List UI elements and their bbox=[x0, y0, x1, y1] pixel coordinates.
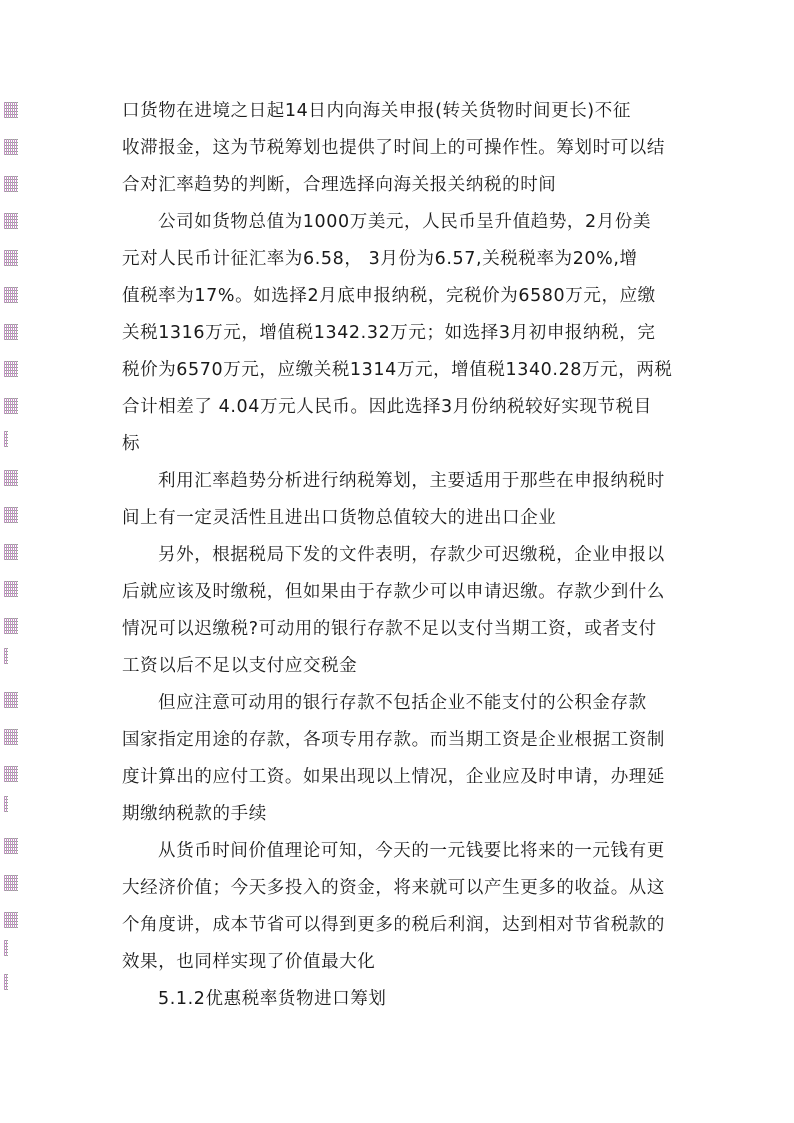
line-marker bbox=[4, 912, 18, 928]
line-marker bbox=[4, 176, 18, 192]
text-line: 口货物在进境之日起14日内向海关申报(转关货物时间更长)不征 bbox=[122, 101, 631, 121]
text-line: 元对人民币计征汇率为6.58， 3月份为6.57,关税税率为20%,增 bbox=[122, 249, 638, 269]
line-marker bbox=[4, 102, 18, 118]
text-line: 工资以后不足以支付应交税金 bbox=[122, 656, 358, 676]
paragraph-start-line: 从货币时间价值理论可知，今天的一元钱要比将来的一元钱有更 bbox=[158, 841, 665, 861]
text-line: 个角度讲，成本节省可以得到更多的税后利润，达到相对节省税款的 bbox=[122, 915, 665, 935]
text-line: 大经济价值；今天多投入的资金，将来就可以产生更多的收益。从这 bbox=[122, 878, 665, 898]
line-marker bbox=[4, 250, 18, 266]
text-line: 合计相差了 4.04万元人民币。因此选择3月份纳税较好实现节税目 bbox=[122, 397, 652, 417]
text-line: 合对汇率趋势的判断，合理选择向海关报关纳税的时间 bbox=[122, 175, 557, 195]
paragraph-start-line: 公司如货物总值为1000万美元，人民币呈升值趋势，2月份美 bbox=[158, 212, 652, 232]
line-marker bbox=[4, 581, 18, 597]
text-line: 值税率为17%。如选择2月底申报纳税，完税价为6580万元，应缴 bbox=[122, 286, 656, 306]
text-line: 税价为6570万元，应缴关税1314万元，增值税1340.28万元，两税 bbox=[122, 360, 673, 380]
line-marker bbox=[4, 507, 18, 523]
line-marker bbox=[4, 324, 18, 340]
line-marker bbox=[4, 361, 18, 377]
text-line: 收滞报金，这为节税筹划也提供了时间上的可操作性。筹划时可以结 bbox=[122, 138, 665, 158]
line-marker bbox=[4, 875, 18, 891]
line-marker bbox=[4, 431, 8, 447]
text-line: 度计算出的应付工资。如果出现以上情况，企业应及时申请，办理延 bbox=[122, 767, 665, 787]
line-marker bbox=[4, 398, 18, 414]
paragraph-start-line: 利用汇率趋势分析进行纳税筹划，主要适用于那些在申报纳税时 bbox=[158, 471, 665, 491]
line-marker bbox=[4, 648, 8, 664]
line-marker bbox=[4, 544, 18, 560]
text-line: 关税1316万元，增值税1342.32万元；如选择3月初申报纳税，完 bbox=[122, 323, 656, 343]
paragraph-start-line: 但应注意可动用的银行存款不包括企业不能支付的公积金存款 bbox=[158, 693, 647, 713]
line-marker bbox=[4, 213, 18, 229]
line-marker bbox=[4, 729, 18, 745]
line-marker bbox=[4, 618, 18, 634]
line-marker bbox=[4, 139, 18, 155]
margin-line-markers bbox=[0, 0, 40, 1123]
line-marker bbox=[4, 974, 8, 990]
line-marker bbox=[4, 796, 8, 812]
line-marker bbox=[4, 940, 8, 956]
line-marker bbox=[4, 766, 18, 782]
line-marker bbox=[4, 470, 18, 486]
text-line: 期缴纳税款的手续 bbox=[122, 804, 267, 824]
text-line: 国家指定用途的存款，各项专用存款。而当期工资是企业根据工资制 bbox=[122, 730, 665, 750]
section-heading: 5.1.2优惠税率货物进口筹划 bbox=[158, 989, 387, 1009]
line-marker bbox=[4, 838, 18, 854]
line-marker bbox=[4, 692, 18, 708]
text-line: 情况可以迟缴税?可动用的银行存款不足以支付当期工资，或者支付 bbox=[122, 619, 657, 639]
text-line: 后就应该及时缴税，但如果由于存款少可以申请迟缴。存款少到什么 bbox=[122, 582, 665, 602]
line-marker bbox=[4, 287, 18, 303]
paragraph-start-line: 另外，根据税局下发的文件表明，存款少可迟缴税，企业申报以 bbox=[158, 545, 665, 565]
text-line: 效果，也同样实现了价值最大化 bbox=[122, 952, 376, 972]
text-line: 标 bbox=[122, 434, 141, 454]
text-line: 间上有一定灵活性且进出口货物总值较大的进出口企业 bbox=[122, 508, 557, 528]
